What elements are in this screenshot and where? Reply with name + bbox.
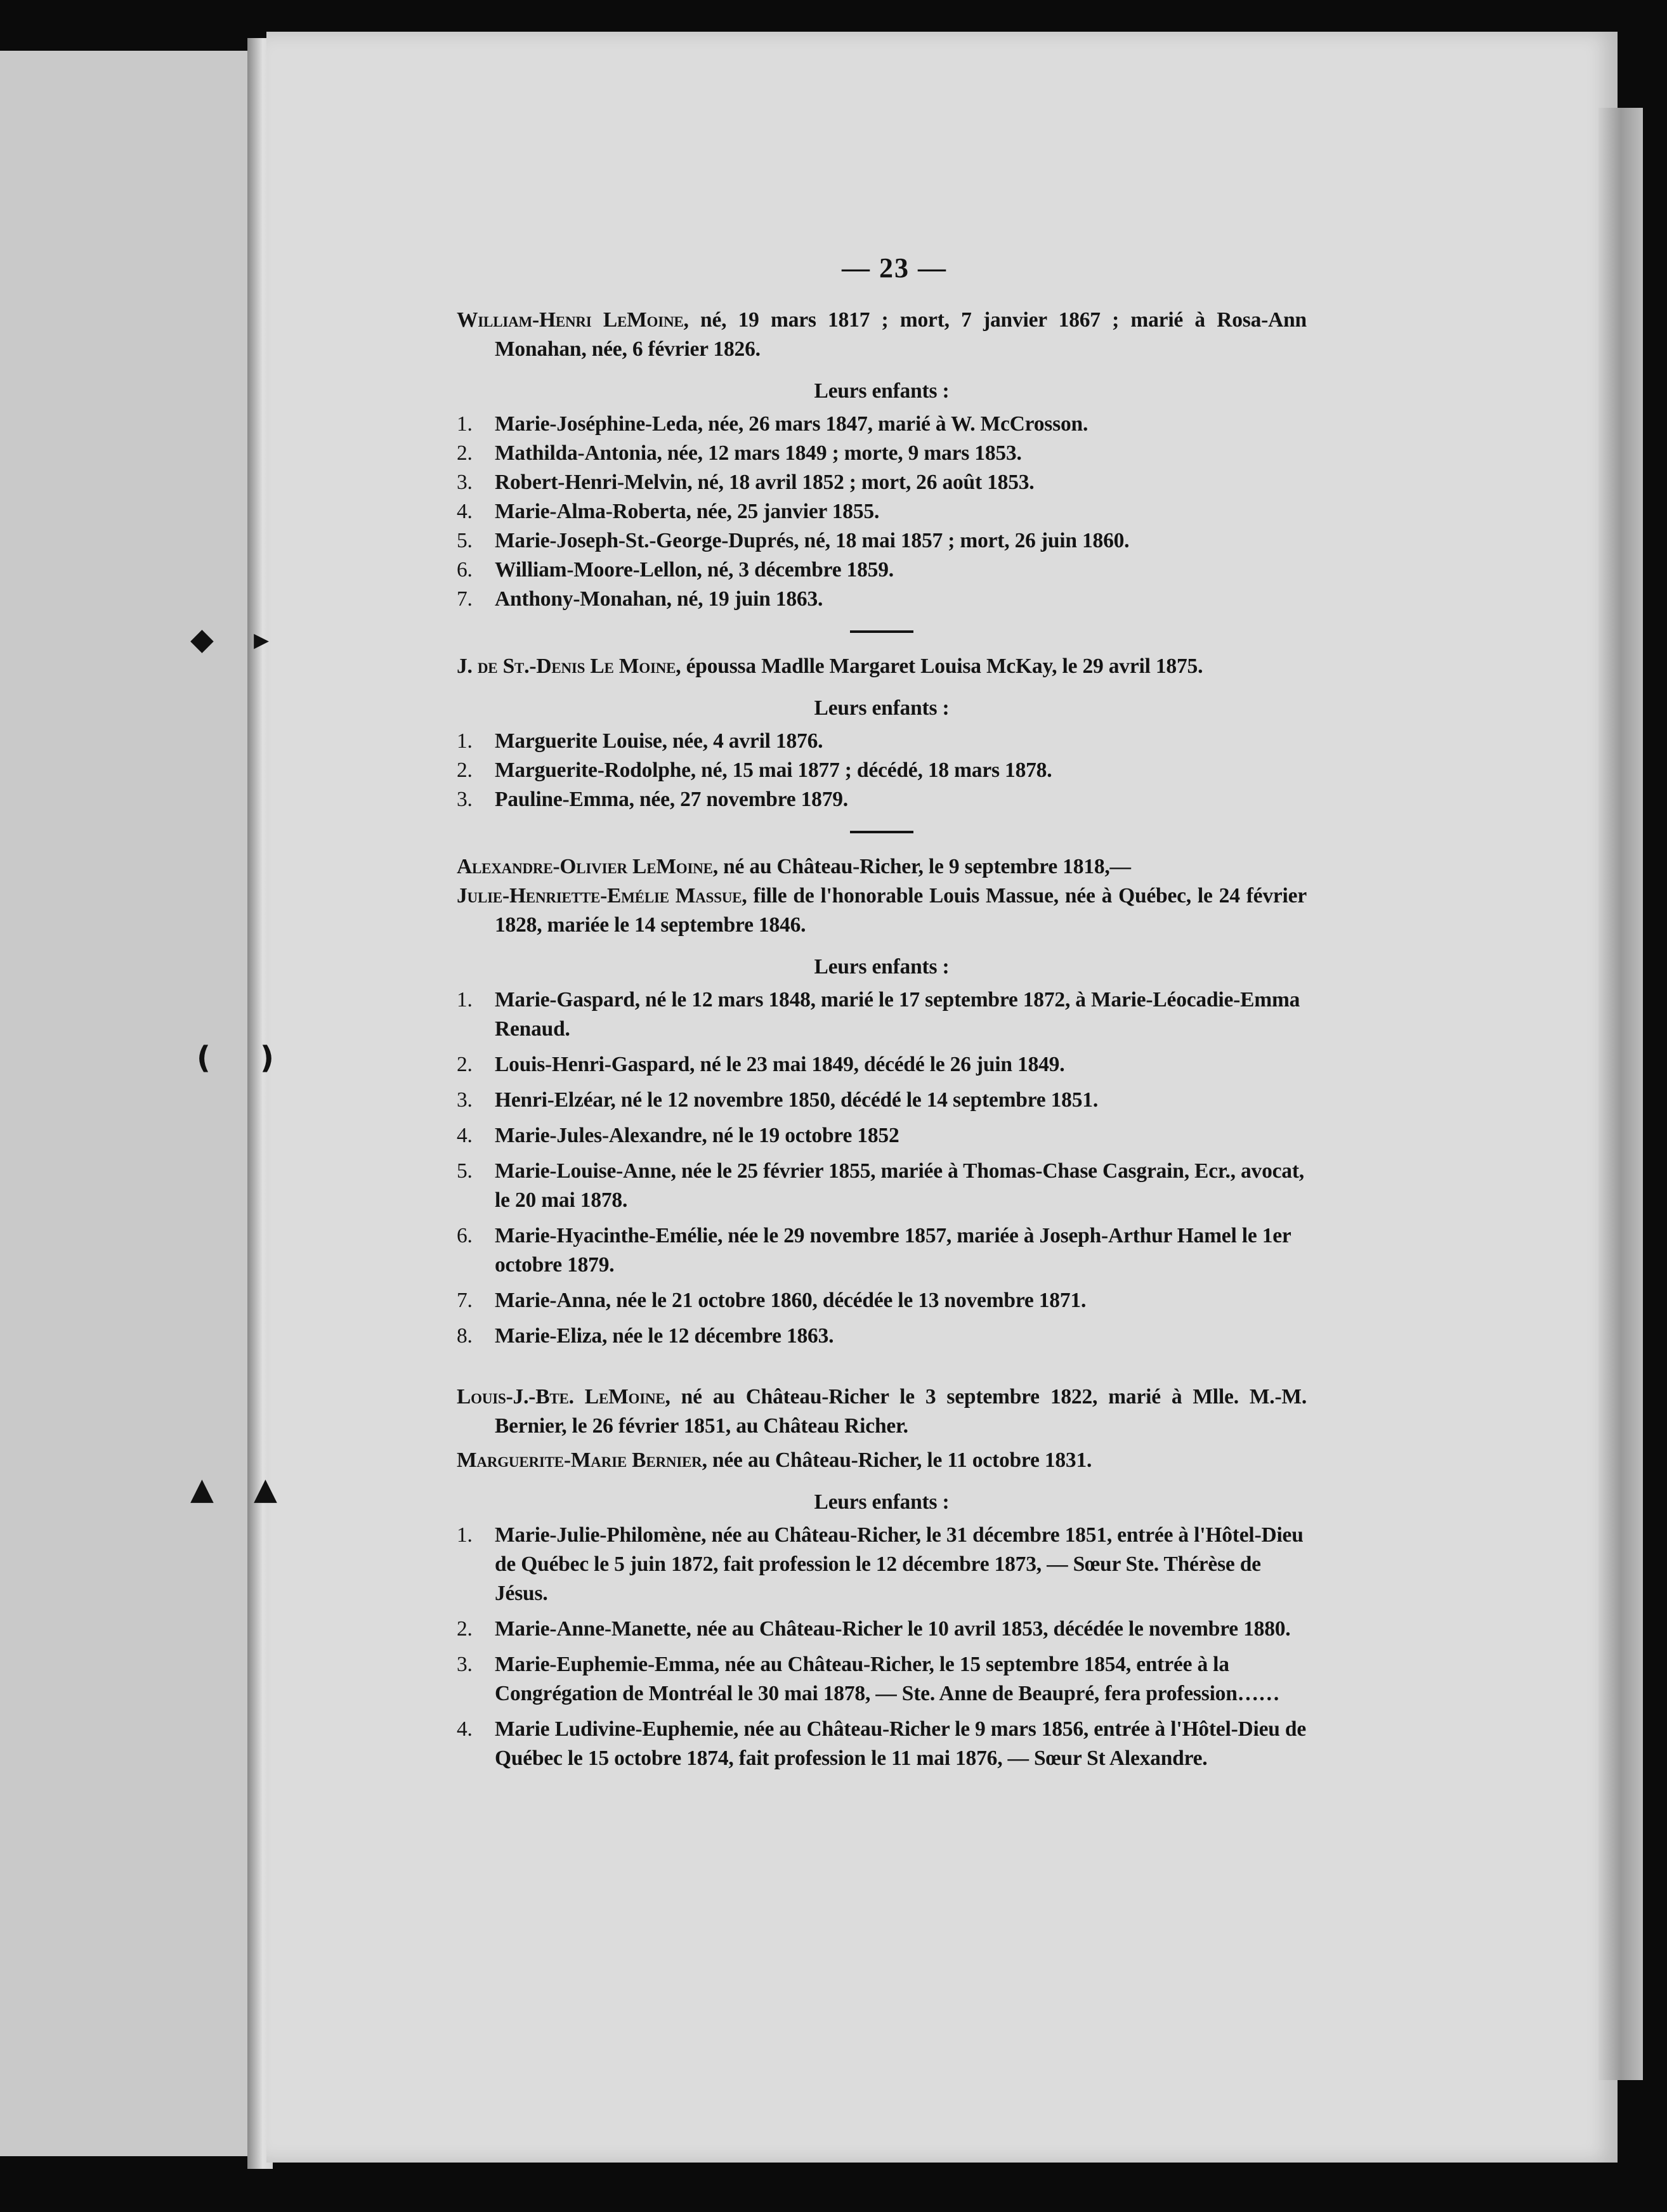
page-edge: [1598, 108, 1643, 2080]
list-item: 3. Robert-Henri-Melvin, né, 18 avril 1852 ; mort, 26 août 1853.: [457, 471, 1035, 494]
list-item: 1. Marie-Joséphine-Leda, née, 26 mars 1847, marié à W. McCrosson.: [457, 412, 1088, 436]
list-item: 7. Marie-Anna, née le 21 octobre 1860, décédée le 13 novembre 1871.: [457, 1289, 1087, 1312]
list-item: 2. Marguerite-Rodolphe, né, 15 mai 1877 ; décédé, 18 mars 1878.: [457, 758, 1052, 782]
parent-details: , né au Château-Richer, le 9 septembre 1818,—: [712, 855, 1131, 878]
family-entry: [457, 852, 1307, 1351]
parent-details: , né au Château-Richer le 3 septembre 1822, marié à Mlle. M.-M. Bernier, le 26 février 1851, au Château Richer.: [495, 1385, 1307, 1438]
list-item: 5. Marie-Joseph-St.-George-Duprés, né, 18 mai 1857 ; mort, 26 juin 1860.: [457, 529, 1130, 552]
binding-mark: ▲: [254, 1471, 277, 1507]
spouse-heading: [457, 1446, 1307, 1475]
list-item: 2. Mathilda-Antonia, née, 12 mars 1849 ; morte, 9 mars 1853.: [457, 441, 1022, 465]
list-item: 6. Marie-Hyacinthe-Emélie, née le 29 novembre 1857, mariée à Joseph-Arthur Hamel le 1er octobre 1879.: [457, 1224, 1291, 1277]
children-list: [457, 727, 1307, 814]
section-divider: [850, 831, 913, 833]
section-divider: [850, 630, 913, 633]
family-entry: [457, 652, 1307, 814]
list-item: 1. Marie-Julie-Philomène, née au Château-Richer, le 31 décembre 1851, entrée à l'Hôtel-Dieu de Québec le 5 juin 1872, fait profession le 12 décembre 1873, — Sœur Ste. Thérèse de Jésus.: [457, 1523, 1304, 1605]
parent-name: Alexandre-Olivier LeMoine: [457, 855, 713, 878]
entry-heading: [457, 1382, 1307, 1441]
list-item: 1. Marie-Gaspard, né le 12 mars 1848, marié le 17 septembre 1872, à Marie-Léocadie-Emma Renaud.: [457, 988, 1300, 1041]
list-item: 7. Anthony-Monahan, né, 19 juin 1863.: [457, 587, 823, 611]
children-list: [457, 410, 1307, 614]
parent-name: Louis-J.-Bte. LeMoine: [457, 1385, 665, 1409]
list-item: 3. Marie-Euphemie-Emma, née au Château-Richer, le 15 septembre 1854, entrée à la Congrégation de Montréal le 30 mai 1878, — Ste. Anne de Beaupré, fera profession……: [457, 1653, 1280, 1705]
children-label: Leurs enfants :: [814, 955, 950, 979]
list-item: 6. William-Moore-Lellon, né, 3 décembre 1859.: [457, 558, 894, 582]
list-item: 3. Henri-Elzéar, né le 12 novembre 1850, décédé le 14 septembre 1851.: [457, 1088, 1098, 1112]
entry-heading: [457, 652, 1307, 681]
binding-mark: ): [260, 1040, 274, 1076]
list-item: 8. Marie-Eliza, née le 12 décembre 1863.: [457, 1324, 834, 1348]
children-list: [457, 986, 1307, 1351]
spouse-name: Marguerite-Marie Bernier: [457, 1448, 702, 1472]
list-item: 2. Louis-Henri-Gaspard, né le 23 mai 1849, décédé le 26 juin 1849.: [457, 1053, 1065, 1076]
entry-heading: [457, 306, 1307, 364]
children-label: Leurs enfants :: [814, 696, 950, 720]
list-item: 3. Pauline-Emma, née, 27 novembre 1879.: [457, 788, 848, 811]
list-item: 1. Marguerite Louise, née, 4 avril 1876.: [457, 729, 823, 753]
spouse-heading: [457, 882, 1307, 940]
spouse-details: , née au Château-Richer, le 11 octobre 1831.: [702, 1448, 1092, 1472]
list-item: 4. Marie-Alma-Roberta, née, 25 janvier 1855.: [457, 500, 880, 523]
page-content: [457, 254, 1307, 1779]
binding-mark: ▲: [190, 1471, 214, 1507]
binding-mark: ▸: [254, 621, 270, 657]
list-item: 2. Marie-Anne-Manette, née au Château-Richer le 10 avril 1853, décédée le novembre 1880.: [457, 1617, 1291, 1641]
children-label: Leurs enfants :: [814, 1490, 950, 1514]
list-item: 4. Marie-Jules-Alexandre, né le 19 octobre 1852: [457, 1124, 899, 1147]
list-item: 4. Marie Ludivine-Euphemie, née au Château-Richer le 9 mars 1856, entrée à l'Hôtel-Dieu de Québec le 15 octobre 1874, fait profession le 11 mai 1876, — Sœur St Alexandre.: [457, 1717, 1307, 1770]
spouse-details: , fille de l'honorable Louis Massue, née à Québec, le 24 février 1828, mariée le 14 septembre 1846.: [495, 884, 1307, 937]
parent-details: , né, 19 mars 1817 ; mort, 7 janvier 1867 ; marié à Rosa-Ann Monahan, née, 6 février 1826.: [495, 308, 1307, 361]
parent-details: , époussa Madlle Margaret Louisa McKay, le 29 avril 1875.: [676, 654, 1203, 678]
facing-page: [0, 51, 254, 2156]
binding-mark: (: [197, 1040, 211, 1076]
page-number: — 23 —: [842, 252, 947, 283]
family-entry: [457, 1382, 1307, 1773]
children-list: [457, 1521, 1307, 1773]
children-label: Leurs enfants :: [814, 379, 950, 403]
binding-mark: ◆: [190, 621, 214, 657]
spouse-name: Julie-Henriette-Emélie Massue: [457, 884, 742, 908]
entry-heading: [457, 852, 1307, 882]
parent-name: William-Henri LeMoine: [457, 308, 684, 332]
family-entry: [457, 306, 1307, 614]
parent-name: J. de St.-Denis Le Moine: [457, 654, 676, 678]
list-item: 5. Marie-Louise-Anne, née le 25 février 1855, mariée à Thomas-Chase Casgrain, Ecr., avocat, le 20 mai 1878.: [457, 1159, 1304, 1212]
